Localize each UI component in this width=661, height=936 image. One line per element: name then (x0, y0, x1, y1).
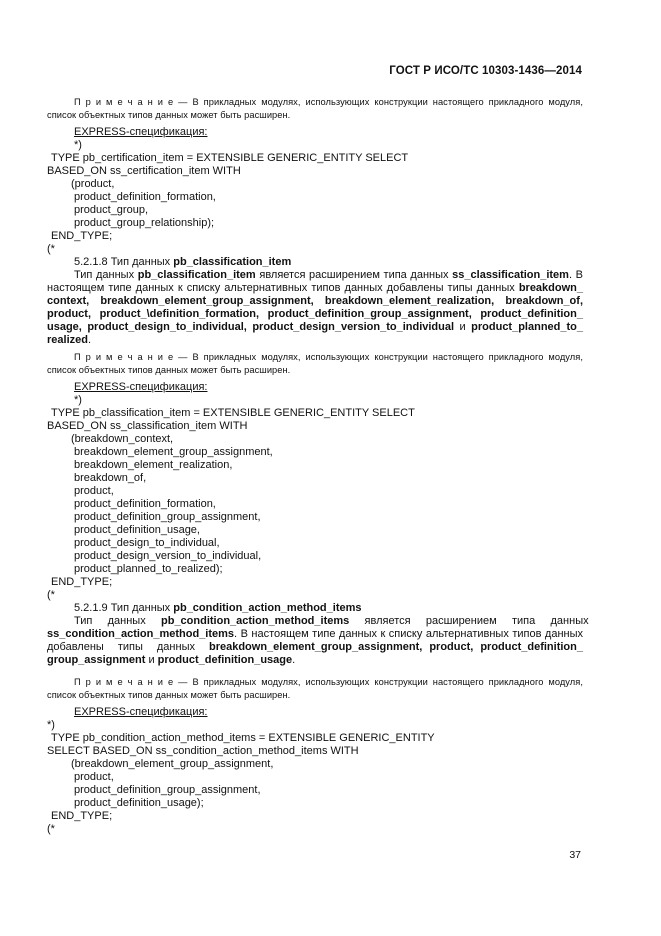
text: Тип данных (74, 269, 138, 281)
express-item: (breakdown_element_group_assignment, (71, 758, 274, 770)
paragraph-line (74, 269, 583, 282)
note-text: — В прикладных модулях, использующих конструкции настоящего прикладного модуля, (173, 97, 583, 107)
express-item: product_group, (74, 204, 148, 216)
note-text-cont: список объектных типов данных может быть расширен. (47, 365, 291, 375)
type-name: ss_condition_action_method_items (47, 628, 235, 640)
express-close: (* (47, 823, 55, 835)
type-name: context, breakdown_element_group_assignment, breakdown_element_realization, breakdown_of, (47, 295, 583, 307)
paragraph-line (47, 654, 295, 667)
document-header: ГОСТ Р ИСО/ТС 10303-1436—2014 (389, 65, 582, 77)
note-label: П р и м е ч а н и е (74, 352, 174, 362)
page-number: 37 (569, 849, 581, 861)
note-text-cont: список объектных типов данных может быть расширен. (47, 690, 291, 700)
paragraph-line (47, 641, 583, 654)
express-close: (* (47, 243, 55, 255)
type-name: product_definition_usage (157, 654, 293, 666)
note-line (47, 676, 583, 689)
text: . (292, 654, 296, 666)
note-text: — В прикладных модулях, использующих конструкции настоящего прикладного модуля, (173, 352, 583, 362)
text: является расширением типа данных (349, 615, 589, 627)
paragraph-line (47, 334, 91, 347)
express-line: BASED_ON ss_certification_item WITH (47, 165, 241, 177)
type-name: pb_classification_item (137, 269, 256, 281)
text: . В (568, 269, 584, 281)
section-number: 5.2.1.8 Тип данных (74, 256, 174, 268)
express-line: TYPE pb_classification_item = EXTENSIBLE GENERIC_ENTITY SELECT (51, 407, 415, 419)
express-label: EXPRESS-спецификация: (74, 126, 208, 138)
express-item: product_design_version_to_individual, (74, 550, 262, 562)
note-label: П р и м е ч а н и е (74, 677, 174, 687)
express-item: product_design_to_individual, (74, 537, 220, 549)
express-line: TYPE pb_condition_action_method_items = EXTENSIBLE GENERIC_ENTITY (51, 732, 435, 744)
express-item: product_planned_to_realized); (74, 563, 223, 575)
type-name: pb_condition_action_method_items (161, 615, 350, 627)
express-item: product, (74, 485, 114, 497)
type-name: breakdown_ (518, 282, 583, 294)
paragraph-line (47, 295, 583, 308)
express-open: *) (74, 139, 82, 151)
text: Тип данных (74, 615, 161, 627)
express-end: END_TYPE; (51, 810, 113, 822)
express-item: breakdown_of, (74, 472, 147, 484)
paragraph-line (47, 628, 583, 641)
text: и (145, 654, 158, 666)
type-name: usage, product_design_to_individual, product_design_version_to_individual (47, 321, 455, 333)
section-number: 5.2.1.9 Тип данных (74, 602, 174, 614)
express-line: SELECT BASED_ON ss_condition_action_method_items WITH (47, 745, 359, 757)
express-end: END_TYPE; (51, 230, 113, 242)
note-line (47, 351, 583, 364)
express-open: *) (47, 719, 55, 731)
type-name: product_planned_to_ (471, 321, 583, 333)
type-name: realized (47, 334, 88, 346)
text: . (87, 334, 92, 346)
paragraph-line (74, 615, 589, 628)
note-text-cont: список объектных типов данных может быть расширен. (47, 110, 291, 120)
paragraph-line (47, 282, 583, 295)
express-item: product_definition_usage, (74, 524, 200, 536)
note-text: — В прикладных модулях, использующих конструкции настоящего прикладного модуля, (173, 677, 583, 687)
paragraph-line (47, 321, 583, 334)
express-item: product_group_relationship); (74, 217, 215, 229)
express-line: BASED_ON ss_classification_item WITH (47, 420, 248, 432)
express-end: END_TYPE; (51, 576, 113, 588)
note-line (47, 96, 583, 109)
type-name: group_assignment (47, 654, 146, 666)
type-name: product, product_\definition_formation, product_definition_group_assignment, product_definition_ (47, 308, 583, 320)
text: настоящем типе данных к списку альтернативных типов данных добавлены типы данных (47, 282, 519, 294)
express-item: breakdown_element_realization, (74, 459, 233, 471)
text: добавлены типы данных (47, 641, 209, 653)
express-item: product_definition_group_assignment, (74, 511, 261, 523)
paragraph-line (47, 308, 583, 321)
express-close: (* (47, 589, 55, 601)
text: является расширением типа данных (255, 269, 453, 281)
express-item: product_definition_group_assignment, (74, 784, 261, 796)
express-item: breakdown_element_group_assignment, (74, 446, 273, 458)
type-name: breakdown_element_group_assignment, product, product_definition_ (208, 641, 583, 653)
express-item: product, (74, 771, 114, 783)
express-item: product_definition_formation, (74, 498, 216, 510)
section-heading (74, 602, 362, 615)
text: и (454, 321, 472, 333)
express-label: EXPRESS-спецификация: (74, 381, 208, 393)
section-heading (74, 256, 291, 269)
text: . В настоящем типе данных к списку альтернативных типов данных (234, 628, 583, 640)
express-label: EXPRESS-спецификация: (74, 706, 208, 718)
type-name: ss_classification_item (452, 269, 569, 281)
express-item: (product, (71, 178, 115, 190)
express-line: TYPE pb_certification_item = EXTENSIBLE GENERIC_ENTITY SELECT (51, 152, 409, 164)
express-item: (breakdown_context, (71, 433, 174, 445)
section-name: pb_classification_item (173, 256, 292, 268)
section-name: pb_condition_action_method_items (173, 602, 362, 614)
express-item: product_definition_formation, (74, 191, 216, 203)
express-open: *) (74, 394, 82, 406)
express-item: product_definition_usage); (74, 797, 204, 809)
note-label: П р и м е ч а н и е (74, 97, 174, 107)
